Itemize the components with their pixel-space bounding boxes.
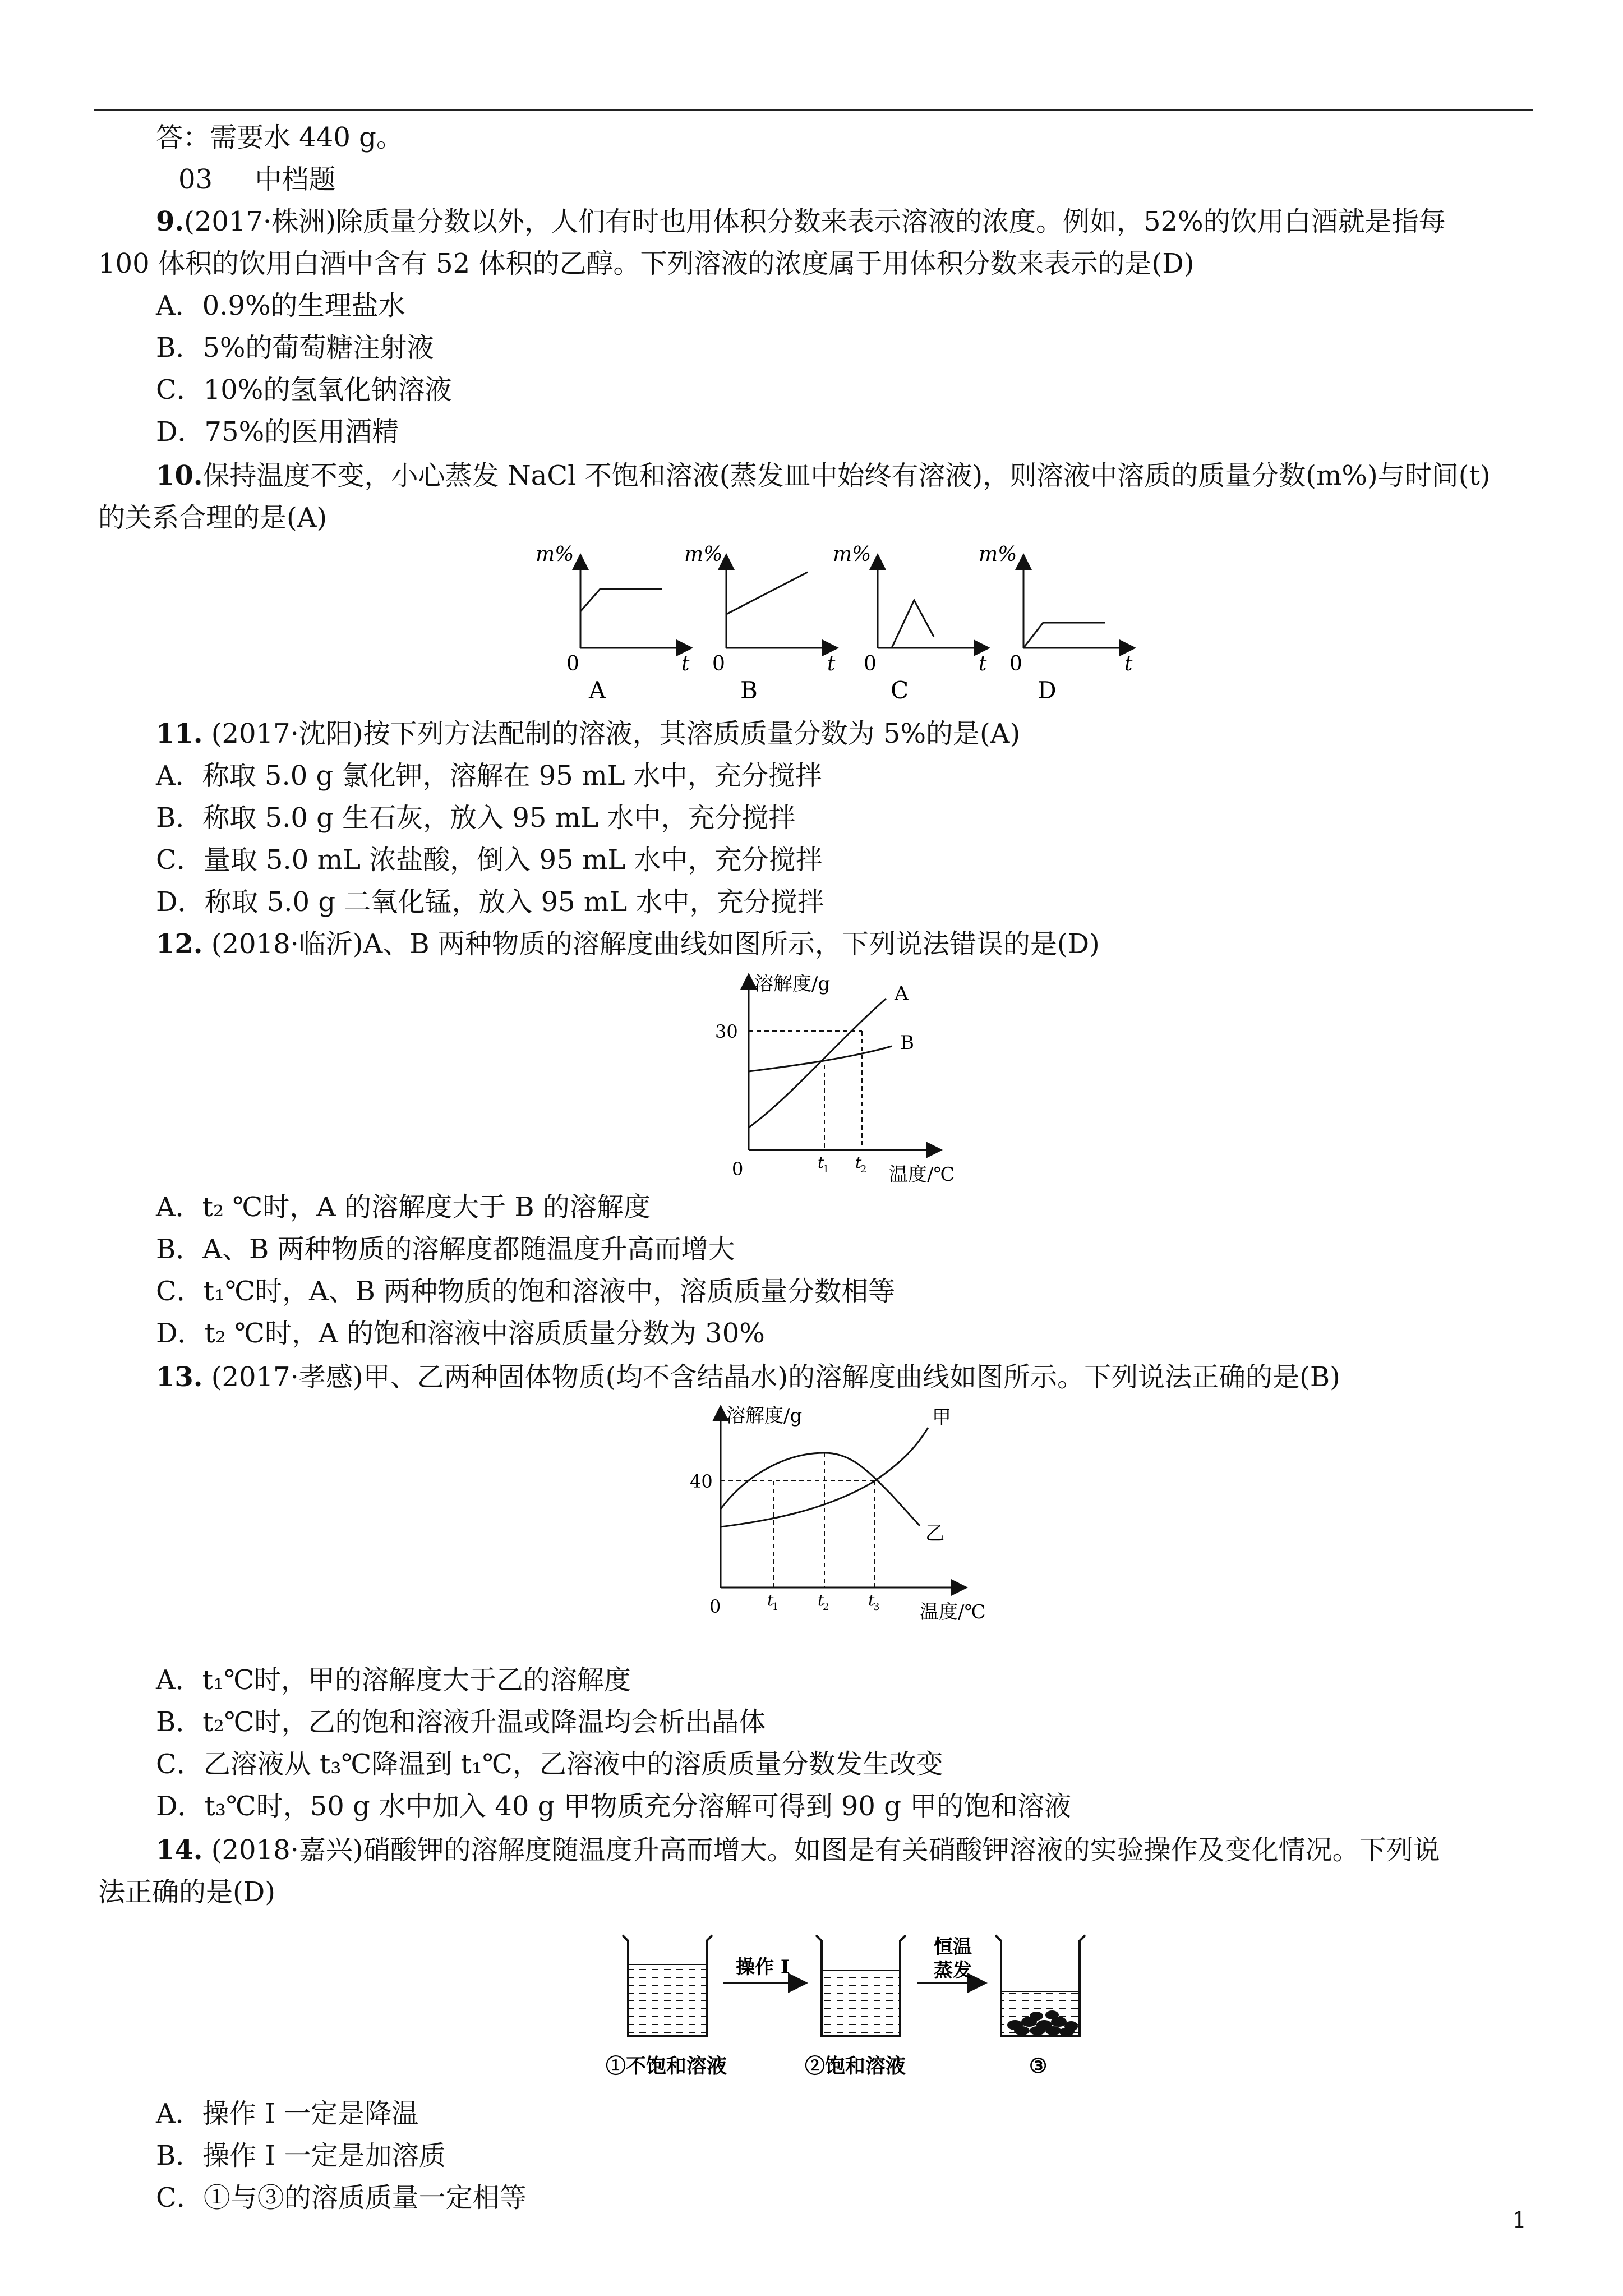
q13-option-c: C．乙溶液从 t₃℃降温到 t₁℃，乙溶液中的溶质质量分数发生改变: [156, 1749, 943, 1780]
q11-line1: [156, 717, 1020, 751]
q12-ytick-30: 30: [715, 1021, 738, 1042]
q13-number: 13.: [156, 1361, 203, 1393]
q12-tick-t1: t: [818, 1153, 824, 1172]
beaker-2: [816, 1935, 906, 2036]
q10-a-ylabel: m%: [536, 543, 574, 566]
q10-number: 10.: [156, 460, 203, 491]
q12-label-b: B: [900, 1032, 914, 1054]
q10-c-origin: 0: [864, 652, 877, 675]
q13-tick-t3-sub: 3: [873, 1601, 880, 1613]
answer-line: 答：需要水 440 g。: [156, 122, 403, 153]
q14-beaker-diagram: [589, 1918, 1094, 2081]
q13-xlabel: 温度/℃: [920, 1601, 986, 1621]
q13-label-jia: 甲: [932, 1406, 951, 1429]
q12-option-c: C．t₁℃时，A、B 两种物质的饱和溶液中，溶质质量分数相等: [156, 1276, 896, 1307]
beaker-3-label: ③: [1029, 2054, 1048, 2078]
arrow-evaporation: [917, 1936, 984, 1983]
q12-curve-a: [749, 999, 886, 1128]
q9-line2: 100 体积的饮用白酒中含有 52 体积的乙醇。下列溶液的浓度属于用体积分数来表示的是(D): [98, 248, 1195, 279]
q14-line1: [156, 1833, 1440, 1867]
header-rule: [94, 109, 1533, 111]
q10-label-b: B: [740, 677, 758, 704]
arrow-operation-1: [723, 1956, 805, 1983]
q14-option-c: C．①与③的溶质质量一定相等: [156, 2182, 527, 2214]
q10-d-xlabel: t: [1124, 652, 1133, 675]
q10-label-d: D: [1038, 677, 1057, 704]
q13-tick-t2-sub: 2: [823, 1601, 829, 1613]
q12-tick-t1-sub: 1: [823, 1163, 829, 1175]
q10-stem: 保持温度不变，小心蒸发 NaCl 不饱和溶液(蒸发皿中始终有溶液)，则溶液中溶质的质量分数(m%)与时间(t): [202, 460, 1491, 491]
q14-stem: (2018·嘉兴)硝酸钾的溶解度随温度升高而增大。如图是有关硝酸钾溶液的实验操作及变化情况。下列说: [211, 1834, 1440, 1866]
q12-label-a: A: [895, 982, 909, 1005]
q9-number: 9.: [156, 206, 185, 237]
q12-origin: 0: [732, 1158, 744, 1180]
q11-option-d: D．称取 5.0 g 二氧化锰，放入 95 mL 水中，充分搅拌: [156, 886, 824, 918]
q13-tick-t1: t: [767, 1591, 774, 1609]
q11-option-a: A．称取 5.0 g 氯化钾，溶解在 95 mL 水中，充分搅拌: [156, 760, 822, 792]
q14-line2: 法正确的是(D): [98, 1876, 275, 1908]
q13-tick-t1-sub: 1: [772, 1601, 779, 1613]
q12-tick-t2: t: [855, 1153, 862, 1172]
q12-option-a: A．t₂ ℃时，A 的溶解度大于 B 的溶解度: [156, 1191, 651, 1223]
q14-option-a: A．操作 I 一定是降温: [156, 2098, 419, 2129]
q10-label-a: A: [589, 677, 606, 704]
q9-option-c: C．10%的氢氧化钠溶液: [156, 374, 452, 406]
q11-option-b: B．称取 5.0 g 生石灰，放入 95 mL 水中，充分搅拌: [156, 802, 796, 834]
q10-graph-a: [536, 543, 690, 704]
section-number: 03: [178, 164, 213, 195]
q10-d-origin: 0: [1009, 652, 1022, 675]
q10-b-xlabel: t: [827, 652, 836, 675]
q14-number: 14.: [156, 1834, 203, 1866]
q10-d-ylabel: m%: [979, 543, 1017, 566]
arrow1-label: 操作 I: [736, 1956, 790, 1978]
q12-line1: [156, 927, 1100, 961]
q13-curve-yi: [721, 1453, 920, 1526]
arrow2-label-bottom: 蒸发: [934, 1959, 972, 1982]
q13-label-yi: 乙: [925, 1522, 944, 1545]
q14-option-b: B．操作 I 一定是加溶质: [156, 2140, 446, 2171]
q12-solubility-chart: [695, 965, 1009, 1189]
q12-number: 12.: [156, 928, 203, 960]
q10-graph-d: [979, 543, 1133, 704]
q12-stem: (2018·临沂)A、B 两种物质的溶解度曲线如图所示，下列说法错误的是(D): [211, 928, 1100, 960]
page-number: 1: [1512, 2207, 1527, 2233]
q11-number: 11.: [156, 718, 203, 749]
q9-option-d: D．75%的医用酒精: [156, 416, 399, 448]
beaker-3: [995, 1935, 1085, 2036]
section-heading: [178, 163, 335, 196]
q10-a-xlabel: t: [681, 652, 690, 675]
q12-xlabel: 温度/℃: [889, 1163, 955, 1186]
beaker-2-label: ②饱和溶液: [805, 2054, 906, 2078]
q12-option-b: B．A、B 两种物质的溶解度都随温度升高而增大: [156, 1234, 735, 1265]
q9-option-b: B．5%的葡萄糖注射液: [156, 332, 434, 364]
q10-label-c: C: [891, 677, 909, 704]
q12-option-d: D．t₂ ℃时，A 的饱和溶液中溶质质量分数为 30%: [156, 1318, 765, 1349]
q11-stem: (2017·沈阳)按下列方法配制的溶液，其溶质质量分数为 5%的是(A): [211, 718, 1021, 749]
q10-line2: 的关系合理的是(A): [98, 502, 328, 533]
q10-c-ylabel: m%: [833, 543, 872, 566]
q13-line1: [156, 1360, 1340, 1394]
q11-option-c: C．量取 5.0 mL 浓盐酸，倒入 95 mL 水中，充分搅拌: [156, 844, 823, 876]
q13-stem: (2017·孝感)甲、乙两种固体物质(均不含结晶水)的溶解度曲线如图所示。下列说法正确的是(B): [211, 1361, 1340, 1393]
q10-line1: [156, 459, 1491, 493]
q13-option-a: A．t₁℃时，甲的溶解度大于乙的溶解度: [156, 1664, 631, 1696]
q13-solubility-chart: [679, 1397, 1026, 1621]
q10-graph-b: [684, 543, 836, 704]
q13-origin: 0: [709, 1596, 721, 1617]
beaker-1-label: ①不饱和溶液: [606, 2054, 727, 2078]
beaker-1: [623, 1935, 712, 2036]
q12-tick-t2-sub: 2: [860, 1163, 867, 1175]
q10-a-origin: 0: [566, 652, 579, 675]
q13-ytick-40: 40: [690, 1471, 713, 1492]
q9-stem: (2017·株洲)除质量分数以外，人们有时也用体积分数来表示溶液的浓度。例如，52%的饮用白酒就是指每: [184, 206, 1446, 237]
q12-curve-b: [749, 1046, 892, 1071]
q9-line1: [156, 205, 1446, 238]
q13-option-b: B．t₂℃时，乙的饱和溶液升温或降温均会析出晶体: [156, 1706, 766, 1738]
q12-ylabel: 溶解度/g: [754, 973, 831, 995]
q9-option-a: A．0.9%的生理盐水: [156, 290, 405, 321]
arrow2-label-top: 恒温: [934, 1936, 972, 1958]
q10-c-xlabel: t: [979, 652, 987, 675]
q10-graphs: [527, 539, 1155, 707]
section-title: 中档题: [255, 164, 336, 195]
q13-ylabel: 溶解度/g: [726, 1405, 803, 1427]
q13-tick-t3: t: [868, 1591, 875, 1609]
q13-tick-t2: t: [818, 1591, 824, 1609]
q10-b-ylabel: m%: [684, 543, 723, 566]
q10-b-origin: 0: [712, 652, 725, 675]
q13-option-d: D．t₃℃时，50 g 水中加入 40 g 甲物质充分溶解可得到 90 g 甲的饱和溶液: [156, 1791, 1072, 1822]
q10-graph-c: [833, 543, 987, 704]
